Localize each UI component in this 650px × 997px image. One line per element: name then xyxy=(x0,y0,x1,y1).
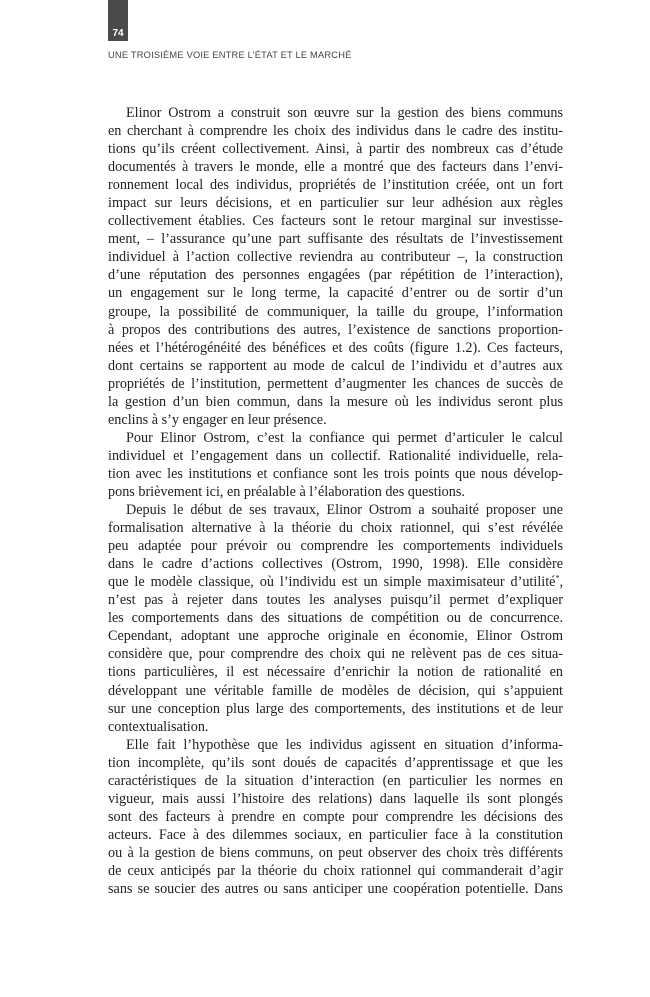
text-line: impact sur leurs décisions, et en particulier sur leur adhésion aux règles xyxy=(108,195,563,212)
text-line: peu adaptée pour prévoir ou comprendre les comportements individuels xyxy=(108,538,563,555)
text-line: Elinor Ostrom a construit son œuvre sur la gestion des biens communs xyxy=(126,105,563,121)
text-line: Pour Elinor Ostrom, c’est la confiance qui permet d’articuler le calcul xyxy=(126,429,563,446)
text-line: ronnement local des individus, propriétés de l’institution créée, ont un fort xyxy=(108,177,563,194)
running-head: UNE TROISIÈME VOIE ENTRE L’ÉTAT ET LE MARCHÉ xyxy=(108,50,352,60)
text-line: sont des facteurs à prendre en compte pour comprendre les décisions des xyxy=(108,808,563,825)
page-number: 74 xyxy=(112,28,124,39)
text-line: sans se soucier des autres ou sans anticiper une coopération potentielle. Dans xyxy=(108,881,563,898)
paragraph xyxy=(108,501,563,736)
text-line: ment, – l’assurance qu’une part suffisante des résultats de l’investissement xyxy=(108,231,563,248)
text-line: n’est pas à rejeter dans toutes les analyses puisqu’il permet d’expliquer xyxy=(108,592,563,609)
text-line: contextualisation. xyxy=(108,718,209,735)
paragraph xyxy=(108,736,563,898)
paragraph xyxy=(108,104,563,429)
text-line: vigueur, mais aussi l’histoire des relations) dans laquelle ils sont plongés xyxy=(108,790,563,807)
text-line: ou à la gestion de biens communs, on peut observer des choix très différents xyxy=(108,844,563,861)
text-line: d’une réputation des personnes engagées (par répétition de l’interaction), xyxy=(108,267,563,284)
text-line: pons brièvement ici, en préalable à l’élaboration des questions. xyxy=(108,483,465,500)
text-line: Elle fait l’hypothèse que les individus agissent en situation d’informa- xyxy=(126,736,563,753)
text-line: tions particulières, il est nécessaire d’enrichir la notion de rationalité en xyxy=(108,664,563,681)
text-line: formalisation alternative à la théorie du choix rationnel, qui s’est révélée xyxy=(108,520,563,537)
text-line: développant une véritable famille de modèles de décision, qui s’appuient xyxy=(108,682,563,699)
text-line: sur une conception plus large des comportements, des institutions et de leur xyxy=(108,700,563,717)
text-line: tions qu’ils créent collectivement. Ainsi, à partir des nombreux cas d’étude xyxy=(108,141,563,158)
text-line: un engagement sur le long terme, la capacité d’entrer ou de sortir d’un xyxy=(108,285,563,302)
text-line: Depuis le début de ses travaux, Elinor Ostrom a souhaité proposer une xyxy=(126,502,563,519)
text-line: dans le cadre d’actions collectives (Ostrom, 1990, 1998). Elle considère xyxy=(108,556,563,573)
text-line: les comportements dans des situations de compétition ou de concurrence. xyxy=(108,610,563,627)
text-line: dont certains se rapportent au mode de calcul de l’individu et d’autres aux xyxy=(108,357,563,374)
paragraph xyxy=(108,429,563,501)
text-line: documentés à travers le monde, elle a montré que des facteurs dans l’envi- xyxy=(108,159,563,176)
text-line: considère que, pour comprendre des choix qui ne relèvent pas de ces situa- xyxy=(108,646,563,663)
text-line: Cependant, adoptant une approche originale en économie, Elinor Ostrom xyxy=(108,628,563,645)
text-line: tion incomplète, qu’ils sont doués de capacités d’apprentissage et que les xyxy=(108,754,563,771)
body-text xyxy=(108,104,563,898)
text-line: acteurs. Face à des dilemmes sociaux, en particulier face à la constitution xyxy=(108,826,563,843)
text-line: tion avec les institutions et confiance sont les trois points que nous dévelop- xyxy=(108,465,563,482)
text-line: de ceux anticipés par la théorie du choix rationnel qui commanderait d’agir xyxy=(108,862,563,879)
text-line: la gestion d’un bien commun, dans la mesure où les individus seront plus xyxy=(108,393,563,410)
text-line: en cherchant à comprendre les choix des individus dans le cadre des institu- xyxy=(108,123,563,140)
text-line: propriétés de l’institution, permettent d’augmenter les chances de succès de xyxy=(108,375,563,392)
text-line: nées et l’hétérogénéité des bénéfices et des coûts (figure 1.2). Ces facteurs, xyxy=(108,339,563,356)
text-line: groupe, la possibilité de communiquer, la taille du groupe, l’information xyxy=(108,303,563,320)
text-line: individuel et l’engagement dans un collectif. Rationalité individuelle, rela- xyxy=(108,447,563,464)
text-line: collectivement établies. Ces facteurs sont le retour marginal sur investisse- xyxy=(108,213,563,230)
text-line: à propos des contributions des autres, l’existence de sanctions proportion- xyxy=(108,321,563,338)
page-number-tab xyxy=(108,0,128,41)
text-line: enclins à s’y engager en leur présence. xyxy=(108,411,327,428)
text-line: que le modèle classique, où l’individu est un simple maximisateur d’utilité*, xyxy=(108,573,563,591)
text-line: individuel à l’action collective reviendra au contributeur –, la construction xyxy=(108,249,563,266)
text-line: caractéristiques de la situation d’interaction (en particulier les normes en xyxy=(108,772,563,789)
